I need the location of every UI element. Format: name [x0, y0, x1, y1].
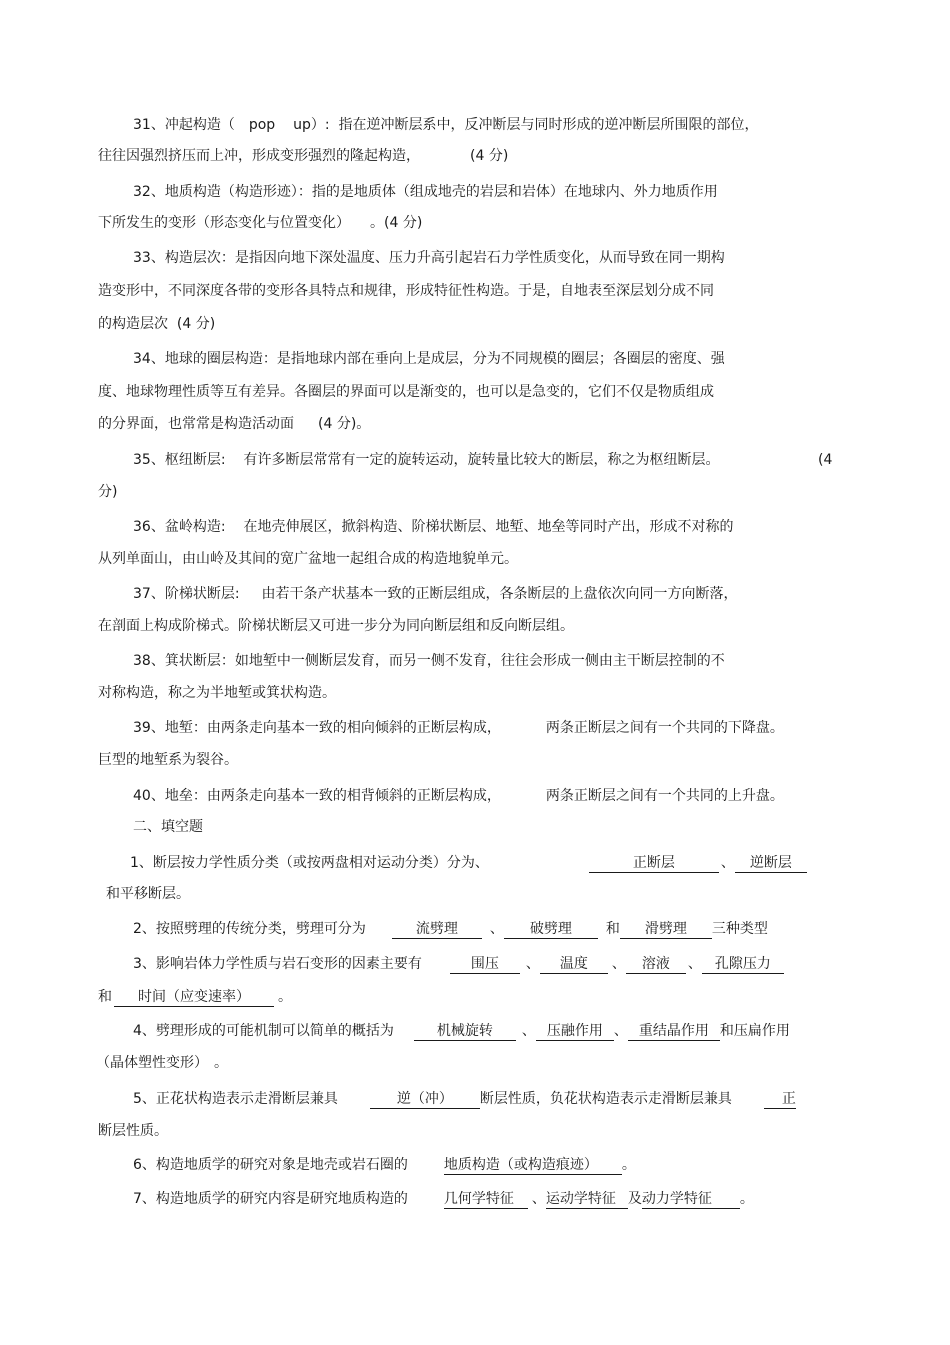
definition-38-line1: 38、箕状断层：如地堑中一侧断层发育，而另一侧不发育，往往会形成一侧由主干断层控制的不: [133, 653, 725, 669]
fill-q1-answer2: 逆断层: [735, 855, 807, 873]
fill-q2: 2、按照劈理的传统分类，劈理可分为 流劈理 、 破劈理 和 滑劈理 三种类型: [133, 921, 768, 937]
fill-q1-answer1: 正断层: [589, 855, 719, 873]
fill-q3-line1: 3、影响岩体力学性质与岩石变形的因素主要有 围压 、 温度 、 溶液 、 孔隙压力: [133, 954, 784, 974]
fill-q1-line1: 1、断层按力学性质分类（或按两盘相对运动分类）分为、 正断层 、 逆断层: [130, 853, 807, 873]
definition-32-line2: 下所发生的变形（形态变化与位置变化） 。(4 分): [98, 215, 423, 231]
fill-q7-answer1: 几何学特征: [444, 1191, 528, 1209]
fill-q4-answer3: 重结晶作用: [628, 1023, 720, 1041]
definition-34-line3: 的分界面，也常常是构造活动面 (4 分)。: [98, 416, 371, 432]
definition-34-line1: 34、地球的圈层构造：是指地球内部在垂向上是成层，分为不同规模的圈层；各圈层的密度、强: [133, 351, 725, 367]
definition-37-line2: 在剖面上构成阶梯式。阶梯状断层又可进一步分为同向断层组和反向断层组。: [98, 618, 574, 634]
definition-39-line1: 39、地堑：由两条走向基本一致的相向倾斜的正断层构成， 两条正断层之间有一个共同的下降盘。: [133, 720, 784, 736]
fill-q6: 6、构造地质学的研究对象是地壳或岩石圈的 地质构造（或构造痕迹） 。: [133, 1157, 636, 1173]
fill-q5-line1: 5、正花状构造表示走滑断层兼具 逆（冲） 断层性质，负花状构造表示走滑断层兼具 正: [133, 1091, 796, 1107]
fill-q3-answer2: 温度: [540, 956, 608, 974]
fill-q3-line2: 和 时间（应变速率） 。: [98, 989, 292, 1005]
fill-q2-answer3: 滑劈理: [620, 921, 712, 939]
definition-36-line1: 36、盆岭构造: 在地壳伸展区，掀斜构造、阶梯状断层、地堑、地垒等同时产出，形成不对称的: [133, 519, 734, 535]
definition-33-line3: 的构造层次 (4 分): [98, 316, 216, 332]
fill-q3-answer4: 孔隙压力: [702, 956, 784, 974]
fill-q4-answer1: 机械旋转: [414, 1023, 516, 1041]
fill-q3-answer1: 围压: [450, 956, 520, 974]
definition-35-line2: 分): [98, 484, 118, 500]
fill-q5-answer2: 正: [764, 1091, 796, 1109]
section-title: 二、填空题: [133, 819, 203, 835]
definition-33-line2: 造变形中，不同深度各带的变形各具特点和规律，形成特征性构造。于是，自地表至深层划分成不同: [98, 283, 714, 299]
definition-38-line2: 对称构造，称之为半地堑或箕状构造。: [98, 685, 336, 701]
fill-q7-answer3: 动力学特征: [642, 1191, 740, 1209]
fill-q7: 7、构造地质学的研究内容是研究地质构造的 几何学特征 、运动学特征 及动力学特征 。: [133, 1191, 754, 1207]
fill-q2-answer2: 破劈理: [504, 921, 598, 939]
fill-q3-answer3: 溶液: [626, 956, 686, 974]
definition-31-line2: 往往因强烈挤压而上冲，形成变形强烈的隆起构造， (4 分): [98, 148, 509, 164]
fill-q5-line2: 断层性质。: [98, 1123, 168, 1139]
definition-33-line1: 33、构造层次：是指因向地下深处温度、压力升高引起岩石力学性质变化，从而导致在同一期构: [133, 250, 725, 266]
definition-36-line2: 从列单面山，由山岭及其间的宽广盆地一起组合成的构造地貌单元。: [98, 551, 518, 567]
definition-35-score: (4: [818, 452, 833, 468]
fill-q6-answer1: 地质构造（或构造痕迹）: [444, 1157, 622, 1175]
definition-31-line1: 31、冲起构造（ pop up）: 指在逆冲断层系中，反冲断层与同时形成的逆冲断层所围限的部位，: [133, 117, 759, 133]
definition-32-line1: 32、地质构造（构造形迹）：指的是地质体（组成地壳的岩层和岩体）在地球内、外力地质作用: [133, 184, 718, 200]
fill-q7-answer2: 运动学特征: [546, 1191, 628, 1209]
definition-37-line1: 37、阶梯状断层: 由若干条产状基本一致的正断层组成，各条断层的上盘依次向同一方向断落，: [133, 586, 738, 602]
fill-q1-line2: 和平移断层。: [106, 886, 190, 902]
definition-39-line2: 巨型的地堑系为裂谷。: [98, 752, 238, 768]
fill-q3-answer5: 时间（应变速率）: [114, 989, 274, 1007]
fill-q4-line1: 4、劈理形成的可能机制可以简单的概括为 机械旋转 、 压融作用 、 重结晶作用 和压扁作用: [133, 1023, 790, 1039]
definition-35-line1: 35、枢纽断层: 有许多断层常常有一定的旋转运动，旋转量比较大的断层，称之为枢纽断层。: [133, 452, 720, 468]
fill-q5-answer1: 逆（冲）: [370, 1091, 480, 1109]
fill-q2-answer1: 流劈理: [392, 921, 482, 939]
definition-34-line2: 度、地球物理性质等互有差异。各圈层的界面可以是渐变的，也可以是急变的，它们不仅是物质组成: [98, 384, 714, 400]
fill-q4-line2: （晶体塑性变形） 。: [96, 1055, 228, 1071]
fill-q4-answer2: 压融作用: [536, 1023, 614, 1041]
definition-40-line1: 40、地垒：由两条走向基本一致的相背倾斜的正断层构成， 两条正断层之间有一个共同的上升盘。: [133, 788, 784, 804]
